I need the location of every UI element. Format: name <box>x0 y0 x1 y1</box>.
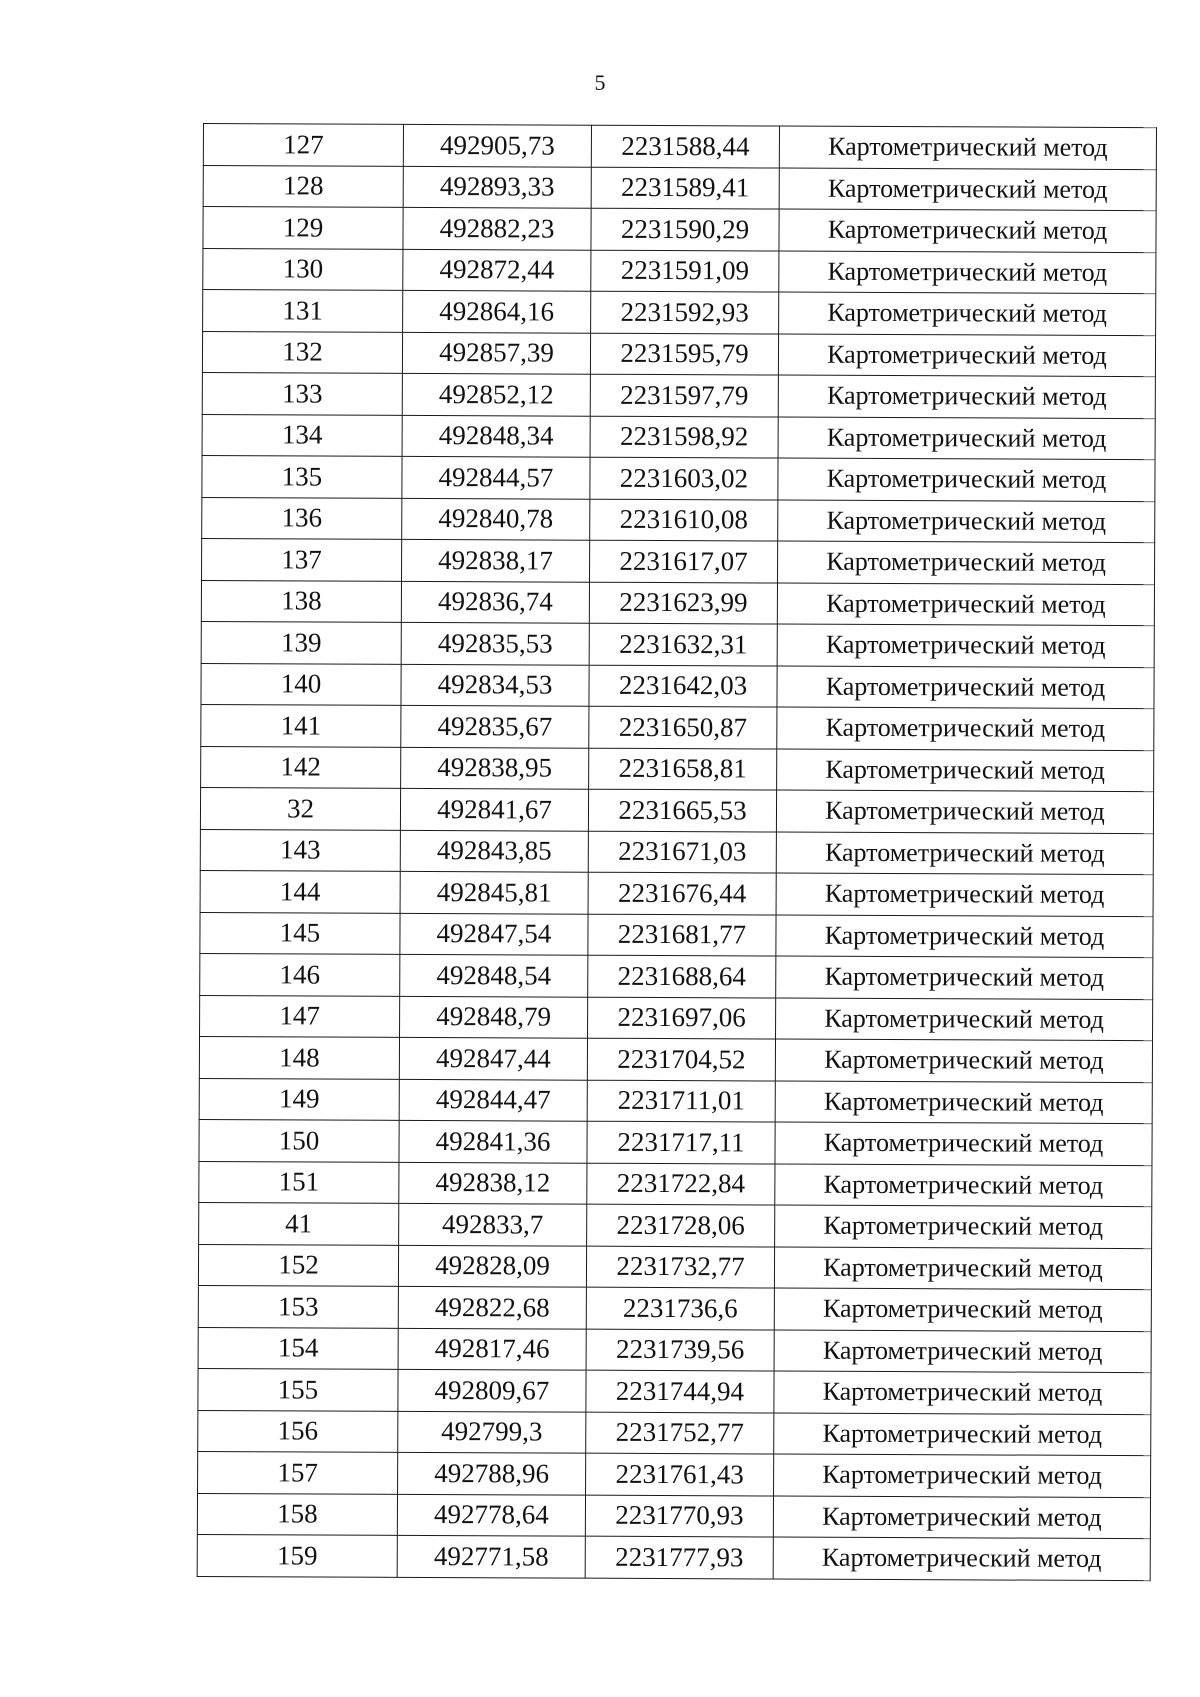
table-row <box>203 165 1156 211</box>
method-cell: Картометрический метод <box>775 1122 1152 1165</box>
x-coordinate-cell: 492848,79 <box>400 996 588 1038</box>
y-coordinate-cell: 2231697,06 <box>588 997 776 1039</box>
method-cell: Картометрический метод <box>777 707 1154 750</box>
table-row <box>198 1244 1151 1290</box>
method-cell: Картометрический метод <box>776 915 1153 958</box>
x-coordinate-cell: 492852,12 <box>402 373 590 415</box>
point-number-cell: 128 <box>203 165 403 207</box>
y-coordinate-cell: 2231658,81 <box>589 748 777 790</box>
method-cell: Картометрический метод <box>776 956 1153 999</box>
method-cell: Картометрический метод <box>777 666 1154 709</box>
y-coordinate-cell: 2231610,08 <box>590 499 778 541</box>
method-cell: Картометрический метод <box>776 998 1153 1041</box>
point-number-cell: 149 <box>199 1078 399 1120</box>
x-coordinate-cell: 492835,53 <box>401 622 589 664</box>
x-coordinate-cell: 492905,73 <box>403 124 591 166</box>
table-row <box>200 787 1153 833</box>
point-number-cell: 138 <box>201 580 401 622</box>
x-coordinate-cell: 492836,74 <box>401 581 589 623</box>
x-coordinate-cell: 492845,81 <box>400 871 588 913</box>
y-coordinate-cell: 2231777,93 <box>585 1536 773 1578</box>
point-number-cell: 139 <box>201 621 401 663</box>
method-cell: Картометрический метод <box>774 1371 1151 1414</box>
table-row <box>203 248 1156 294</box>
table-row <box>199 1161 1152 1207</box>
y-coordinate-cell: 2231739,56 <box>586 1329 774 1371</box>
x-coordinate-cell: 492841,67 <box>400 788 588 830</box>
coordinates-table-body <box>197 124 1156 1581</box>
point-number-cell: 141 <box>201 704 401 746</box>
table-row <box>202 331 1155 377</box>
point-number-cell: 148 <box>199 1036 399 1078</box>
x-coordinate-cell: 492847,44 <box>399 1037 587 1079</box>
x-coordinate-cell: 492872,44 <box>403 249 591 291</box>
table-row <box>198 1368 1151 1414</box>
y-coordinate-cell: 2231665,53 <box>588 789 776 831</box>
table-row <box>202 372 1155 418</box>
table-row <box>202 455 1155 501</box>
table-row <box>197 1534 1150 1580</box>
point-number-cell: 150 <box>199 1119 399 1161</box>
x-coordinate-cell: 492834,53 <box>401 664 589 706</box>
y-coordinate-cell: 2231770,93 <box>585 1495 773 1537</box>
table-row <box>201 663 1154 709</box>
x-coordinate-cell: 492840,78 <box>402 498 590 540</box>
coordinates-table <box>197 123 1157 1581</box>
table-row <box>203 290 1156 336</box>
y-coordinate-cell: 2231688,64 <box>588 955 776 997</box>
table-row <box>198 1410 1151 1456</box>
y-coordinate-cell: 2231736,6 <box>586 1287 774 1329</box>
point-number-cell: 130 <box>203 248 403 290</box>
table-row <box>200 995 1153 1041</box>
table-row <box>198 1327 1151 1373</box>
table-row <box>201 621 1154 667</box>
method-cell: Картометрический метод <box>775 1039 1152 1082</box>
y-coordinate-cell: 2231728,06 <box>587 1204 775 1246</box>
point-number-cell: 154 <box>198 1327 398 1369</box>
point-number-cell: 129 <box>203 207 403 249</box>
y-coordinate-cell: 2231717,11 <box>587 1121 775 1163</box>
y-coordinate-cell: 2231722,84 <box>587 1163 775 1205</box>
y-coordinate-cell: 2231591,09 <box>591 250 779 292</box>
point-number-cell: 146 <box>200 953 400 995</box>
table-row <box>199 1202 1152 1248</box>
x-coordinate-cell: 492882,23 <box>403 207 591 249</box>
y-coordinate-cell: 2231603,02 <box>590 457 778 499</box>
table-row <box>199 1036 1152 1082</box>
x-coordinate-cell: 492857,39 <box>402 332 590 374</box>
point-number-cell: 41 <box>199 1202 399 1244</box>
method-cell: Картометрический метод <box>774 1454 1151 1497</box>
method-cell: Картометрический метод <box>775 1205 1152 1248</box>
y-coordinate-cell: 2231711,01 <box>587 1080 775 1122</box>
x-coordinate-cell: 492893,33 <box>403 166 591 208</box>
table-row <box>200 953 1153 999</box>
x-coordinate-cell: 492828,09 <box>398 1245 586 1287</box>
y-coordinate-cell: 2231671,03 <box>588 831 776 873</box>
page-number: 5 <box>594 70 606 95</box>
method-cell: Картометрический метод <box>776 832 1153 875</box>
x-coordinate-cell: 492817,46 <box>398 1328 586 1370</box>
x-coordinate-cell: 492848,34 <box>402 415 590 457</box>
point-number-cell: 136 <box>202 497 402 539</box>
method-cell: Картометрический метод <box>775 1081 1152 1124</box>
y-coordinate-cell: 2231590,29 <box>591 208 779 250</box>
point-number-cell: 153 <box>198 1285 398 1327</box>
y-coordinate-cell: 2231681,77 <box>588 914 776 956</box>
table-row <box>198 1285 1151 1331</box>
point-number-cell: 131 <box>203 290 403 332</box>
table-row <box>199 1078 1152 1124</box>
method-cell: Картометрический метод <box>777 624 1154 667</box>
method-cell: Картометрический метод <box>777 583 1154 626</box>
method-cell: Картометрический метод <box>778 458 1155 501</box>
y-coordinate-cell: 2231598,92 <box>590 416 778 458</box>
table-row <box>197 1493 1150 1539</box>
y-coordinate-cell: 2231650,87 <box>589 706 777 748</box>
point-number-cell: 156 <box>198 1410 398 1452</box>
point-number-cell: 32 <box>200 787 400 829</box>
table-row <box>202 414 1155 460</box>
x-coordinate-cell: 492847,54 <box>400 913 588 955</box>
x-coordinate-cell: 492864,16 <box>403 290 591 332</box>
point-number-cell: 134 <box>202 414 402 456</box>
table-row <box>199 1119 1152 1165</box>
method-cell: Картометрический метод <box>774 1247 1151 1290</box>
x-coordinate-cell: 492844,57 <box>402 456 590 498</box>
method-cell: Картометрический метод <box>774 1330 1151 1373</box>
x-coordinate-cell: 492838,95 <box>401 747 589 789</box>
x-coordinate-cell: 492844,47 <box>399 1079 587 1121</box>
y-coordinate-cell: 2231597,79 <box>590 374 778 416</box>
table-row <box>201 580 1154 626</box>
y-coordinate-cell: 2231588,44 <box>591 125 779 167</box>
y-coordinate-cell: 2231761,43 <box>586 1453 774 1495</box>
method-cell: Картометрический метод <box>779 168 1156 211</box>
x-coordinate-cell: 492835,67 <box>401 705 589 747</box>
method-cell: Картометрический метод <box>778 417 1155 460</box>
table-row <box>201 704 1154 750</box>
method-cell: Картометрический метод <box>779 209 1156 252</box>
point-number-cell: 142 <box>201 746 401 788</box>
x-coordinate-cell: 492799,3 <box>398 1411 586 1453</box>
y-coordinate-cell: 2231595,79 <box>590 333 778 375</box>
point-number-cell: 143 <box>200 829 400 871</box>
y-coordinate-cell: 2231589,41 <box>591 167 779 209</box>
y-coordinate-cell: 2231752,77 <box>586 1412 774 1454</box>
method-cell: Картометрический метод <box>778 334 1155 377</box>
x-coordinate-cell: 492843,85 <box>400 830 588 872</box>
x-coordinate-cell: 492809,67 <box>398 1369 586 1411</box>
table-row <box>198 1451 1151 1497</box>
y-coordinate-cell: 2231744,94 <box>586 1370 774 1412</box>
point-number-cell: 132 <box>202 331 402 373</box>
method-cell: Картометрический метод <box>774 1288 1151 1331</box>
point-number-cell: 135 <box>202 455 402 497</box>
point-number-cell: 127 <box>203 124 403 166</box>
point-number-cell: 145 <box>200 912 400 954</box>
x-coordinate-cell: 492771,58 <box>397 1535 585 1577</box>
method-cell: Картометрический метод <box>773 1496 1150 1539</box>
method-cell: Картометрический метод <box>779 126 1156 169</box>
method-cell: Картометрический метод <box>778 541 1155 584</box>
table-row <box>200 829 1153 875</box>
method-cell: Картометрический метод <box>776 873 1153 916</box>
table-row <box>200 912 1153 958</box>
point-number-cell: 137 <box>202 538 402 580</box>
table-row <box>202 497 1155 543</box>
x-coordinate-cell: 492838,17 <box>402 539 590 581</box>
method-cell: Картометрический метод <box>779 251 1156 294</box>
point-number-cell: 140 <box>201 663 401 705</box>
point-number-cell: 157 <box>198 1451 398 1493</box>
method-cell: Картометрический метод <box>778 375 1155 418</box>
x-coordinate-cell: 492822,68 <box>398 1286 586 1328</box>
point-number-cell: 147 <box>200 995 400 1037</box>
y-coordinate-cell: 2231632,31 <box>589 623 777 665</box>
point-number-cell: 151 <box>199 1161 399 1203</box>
x-coordinate-cell: 492788,96 <box>398 1452 586 1494</box>
method-cell: Картометрический метод <box>779 292 1156 335</box>
method-cell: Картометрический метод <box>774 1413 1151 1456</box>
method-cell: Картометрический метод <box>777 749 1154 792</box>
y-coordinate-cell: 2231704,52 <box>587 1038 775 1080</box>
point-number-cell: 152 <box>198 1244 398 1286</box>
y-coordinate-cell: 2231676,44 <box>588 872 776 914</box>
point-number-cell: 155 <box>198 1368 398 1410</box>
method-cell: Картометрический метод <box>773 1537 1150 1580</box>
x-coordinate-cell: 492848,54 <box>400 954 588 996</box>
x-coordinate-cell: 492833,7 <box>399 1203 587 1245</box>
method-cell: Картометрический метод <box>775 1164 1152 1207</box>
x-coordinate-cell: 492841,36 <box>399 1120 587 1162</box>
y-coordinate-cell: 2231623,99 <box>589 582 777 624</box>
y-coordinate-cell: 2231642,03 <box>589 665 777 707</box>
x-coordinate-cell: 492778,64 <box>397 1494 585 1536</box>
x-coordinate-cell: 492838,12 <box>399 1162 587 1204</box>
table-row <box>200 870 1153 916</box>
table-row <box>203 207 1156 253</box>
table-row <box>202 538 1155 584</box>
method-cell: Картометрический метод <box>776 790 1153 833</box>
table-row <box>203 124 1156 170</box>
point-number-cell: 144 <box>200 870 400 912</box>
method-cell: Картометрический метод <box>778 500 1155 543</box>
y-coordinate-cell: 2231732,77 <box>586 1246 774 1288</box>
point-number-cell: 133 <box>202 372 402 414</box>
point-number-cell: 159 <box>197 1534 397 1576</box>
table-row <box>201 746 1154 792</box>
point-number-cell: 158 <box>197 1493 397 1535</box>
y-coordinate-cell: 2231592,93 <box>591 291 779 333</box>
y-coordinate-cell: 2231617,07 <box>590 540 778 582</box>
